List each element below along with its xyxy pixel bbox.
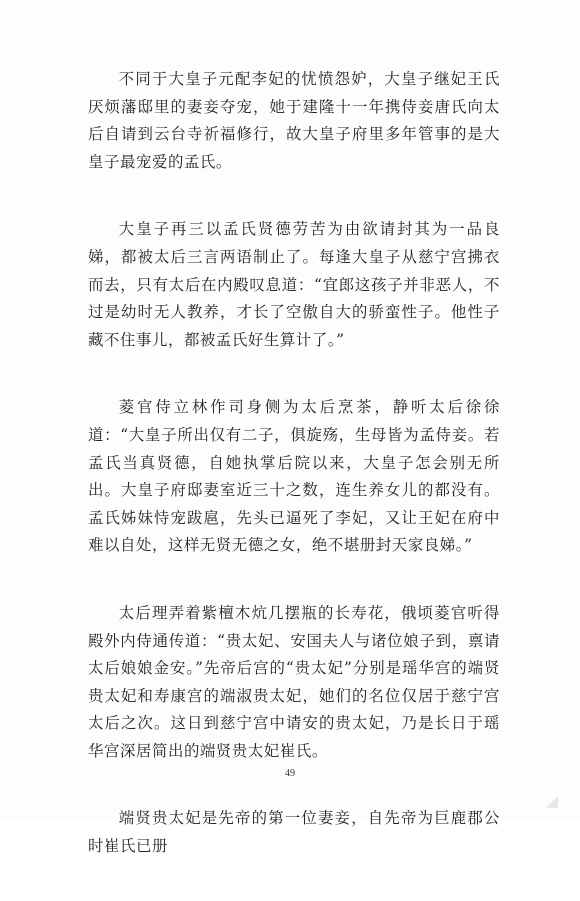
paragraph-4: 太后理弄着紫檀木炕几摆瓶的长寿花，俄顷菱官听得殿外内侍通传道：“贵太妃、安国夫人与诸位娘子到，禀请太后娘娘金安。”先帝后宫的“贵太妃”分别是瑶华宫的端贤贵太妃和寿康宫的端淑贵太妃，她们的名位仅居于慈宁宫太后之次。这日到慈宁宫中请安的贵太妃，乃是长日于瑶华宫深居简出的端贤贵太妃崔氏。: [88, 603, 500, 760]
paragraph-1: 不同于大皇子元配李妃的忧愤怨妒，大皇子继妃王氏厌烦藩邸里的妻妾夺宠，她于建隆十一年携侍妾唐氏向太后自请到云台寺祈福修行，故大皇子府里多年管事的是大皇子最宠爱的孟氏。: [88, 70, 500, 171]
paragraph-5: 端贤贵太妃是先帝的第一位妻妾，自先帝为巨鹿郡公时崔氏已册: [88, 809, 500, 856]
paragraph-2: 大皇子再三以孟氏贤德劳苦为由欲请封其为一品良娣，都被太后三言两语制止了。每逢大皇子从慈宁宫拂衣而去，只有太后在内殿叹息道：“宜郎这孩子并非恶人，不过是幼时无人教养，才长了空傲自大的骄蛮性子。他性子藏不住事儿，都被孟氏好生算计了。”: [88, 220, 500, 349]
paragraph-3: 菱官侍立林作司身侧为太后烹茶，静听太后徐徐道：“大皇子所出仅有二子，俱旋殇，生母皆为孟侍妾。若孟氏当真贤德，自她执掌后院以来，大皇子怎会别无所出。大皇子府邸妻室近三十之数，连生养女儿的都没有。孟氏姊妹恃宠跋扈，先头已逼死了李妃，又让王妃在府中难以自处，这样无贤无德之女，绝不堪册封天家良娣。”: [88, 398, 500, 555]
page-corner-icon: [544, 794, 560, 810]
page-number: 49: [285, 768, 295, 779]
